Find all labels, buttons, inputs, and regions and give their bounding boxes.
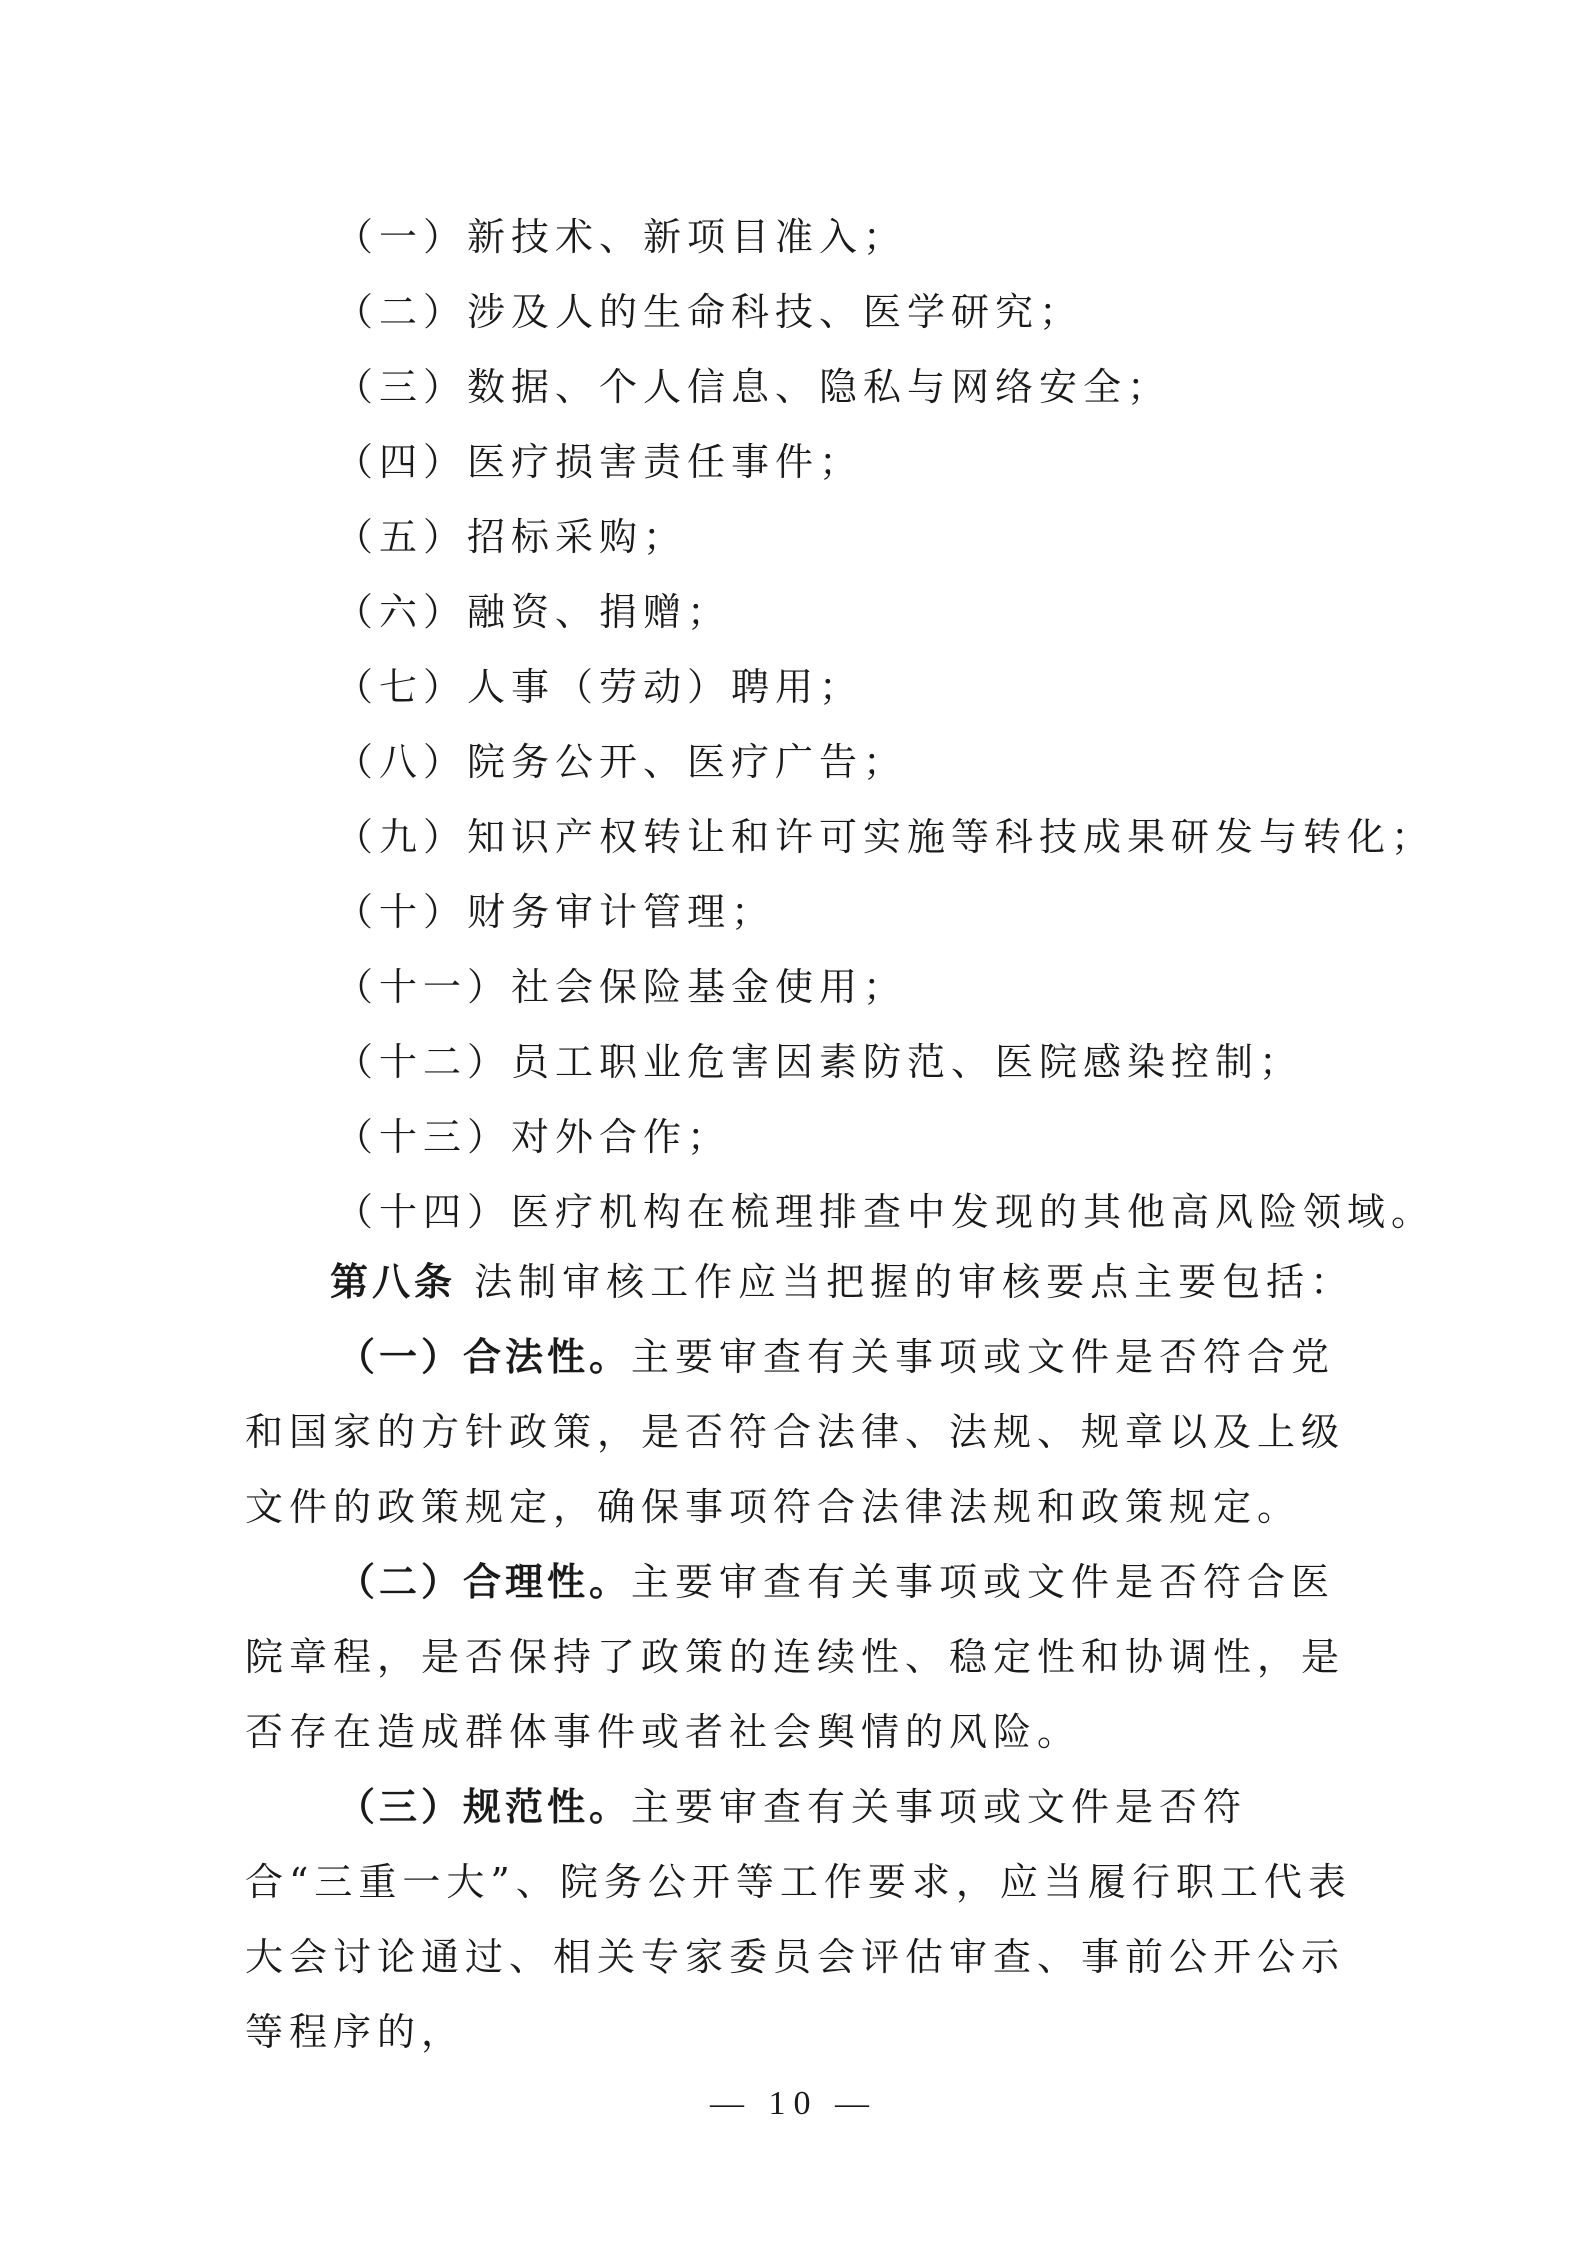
list-item: （五）招标采购； [335,515,688,559]
paragraph-text: 主要审查有关事项或文件是否符合“三重一大”、院务公开等工作要求，应当履行职工代表大会讨论通过、相关专家委员会评估审查、事前公开公示等程序的， [245,1785,1352,2054]
list-item: （十四）医疗机构在梳理排查中发现的其他高风险领域。 [335,1190,1436,1234]
article-text: 法制审核工作应当把握的审核要点主要包括： [474,1260,1355,1304]
paragraph-lead: （二）合理性。 [337,1560,632,1604]
list-item: （十三）对外合作； [335,1115,732,1159]
list-item: （四）医疗损害责任事件； [335,440,864,484]
list-item: （七）人事（劳动）聘用； [335,665,864,709]
paragraph-lead: （一）合法性。 [337,1335,632,1379]
page-number: — 10 — [710,2085,877,2122]
list-item: （一）新技术、新项目准入； [335,215,908,259]
list-item: （十二）员工职业危害因素防范、医院感染控制； [335,1040,1304,1084]
list-item: （三）数据、个人信息、隐私与网络安全； [335,365,1172,409]
list-item: （十）财务审计管理； [335,890,776,934]
paragraph-text: 主要审查有关事项或文件是否符合党和国家的方针政策，是否符合法律、法规、规章以及上级文件的政策规定，确保事项符合法律法规和政策规定。 [245,1335,1346,1529]
article-number: 第八条 [330,1260,457,1304]
list-item: （二）涉及人的生命科技、医学研究； [335,290,1084,334]
review-point-standardization [245,1770,1355,2070]
list-item: （八）院务公开、医疗广告； [335,740,908,784]
paragraph-text: 主要审查有关事项或文件是否符合医院章程，是否保持了政策的连续性、稳定性和协调性，是否存在造成群体事件或者社会舆情的风险。 [245,1560,1346,1754]
list-item: （六）融资、捐赠； [335,590,732,634]
paragraph-lead: （三）规范性。 [337,1785,632,1829]
list-item: （九）知识产权转让和许可实施等科技成果研发与转化； [335,815,1436,859]
risk-area-list [335,200,1436,1250]
review-point-rationality [245,1545,1355,1770]
list-item: （十一）社会保险基金使用； [335,965,908,1009]
article-heading [330,1245,1380,1320]
review-point-legality [245,1320,1355,1545]
